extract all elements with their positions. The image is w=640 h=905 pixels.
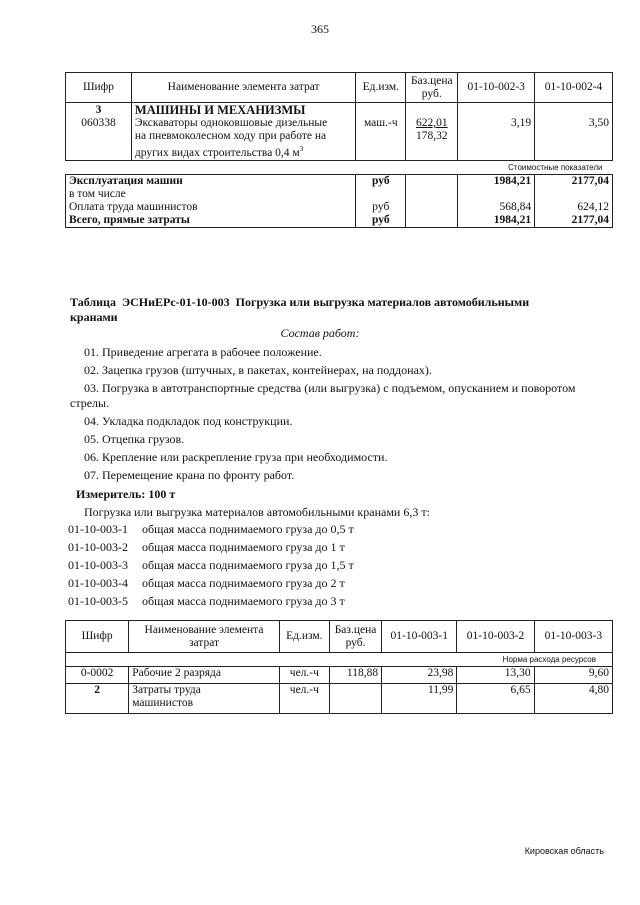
works-list (70, 345, 614, 483)
summary-name-3: Всего, прямые затраты (66, 214, 356, 228)
work-item: 05. Отцепка грузов. (84, 432, 185, 446)
col-header-v1: 01-10-003-1 (382, 621, 457, 653)
row-name-line-1: Экскаваторы одноковшовые дизельные (134, 117, 328, 129)
heading-line-2: кранами (70, 310, 118, 324)
table-heading (70, 295, 590, 325)
summary-row (66, 188, 613, 201)
summary-row (66, 174, 613, 188)
item-code: 01-10-003-5 (68, 594, 128, 608)
col-header-name: Наименование элемента затрат (131, 73, 355, 103)
summary-name-2: Оплата труда машинистов (66, 201, 356, 214)
summary-price-3 (406, 214, 458, 228)
col-header-name: Наименование элемента затрат (129, 621, 280, 653)
col-header-v2: 01-10-002-4 (535, 73, 613, 103)
row-price (329, 684, 381, 714)
row-v1: 3,19 (458, 103, 535, 161)
machines-table (65, 72, 613, 228)
row-price-1: 622,01 (415, 117, 448, 129)
list-item (68, 522, 588, 537)
row-code: 0-0002 (66, 667, 129, 684)
summary-v1-3: 1984,21 (458, 214, 535, 228)
row-name-cell (131, 103, 355, 161)
row-name-line-2: на пневмоколесном ходу при работе на (134, 130, 327, 142)
col-header-v3: 01-10-003-3 (534, 621, 612, 653)
row-v1: 23,98 (382, 667, 457, 684)
row-name-line-3: других видах строительства 0,4 м (134, 146, 300, 159)
works-title: Состав работ: (280, 326, 360, 340)
row-unit: чел.-ч (279, 667, 329, 684)
row-unit: маш.-ч (356, 103, 406, 161)
work-item: 02. Зацепка грузов (штучных, в пакетах, контейнерах, на поддонах). (84, 363, 432, 377)
section-code-text: 3 (95, 104, 102, 116)
work-item: 07. Перемещение крана по фронту работ. (84, 468, 295, 482)
item-code: 01-10-003-3 (68, 558, 128, 572)
row-v1: 11,99 (382, 684, 457, 714)
summary-row (66, 201, 613, 214)
summary-name-1: в том числе (66, 188, 356, 201)
item-code: 01-10-003-1 (68, 522, 128, 536)
row-name-sup: 3 (299, 145, 304, 153)
intro: Погрузка или выгрузка материалов автомобильными кранами 6,3 т: (84, 505, 430, 519)
footer-region: Кировская область (524, 846, 604, 856)
list-item (68, 576, 588, 591)
row-v3: 9,60 (534, 667, 612, 684)
work-item: 01. Приведение агрегата в рабочее положение. (84, 345, 322, 359)
summary-v2-2: 624,12 (535, 201, 613, 214)
col-header-price: Баз.цена руб. (406, 73, 458, 103)
list-item (68, 540, 588, 555)
table-row (66, 667, 613, 684)
summary-price-2 (406, 201, 458, 214)
summary-v1-2: 568,84 (458, 201, 535, 214)
row-price: 118,88 (329, 667, 381, 684)
work-item: 06. Крепление или раскрепление груза при необходимости. (84, 450, 388, 464)
item-text: общая масса поднимаемого груза до 1 т (142, 540, 345, 554)
row-v2: 13,30 (457, 667, 534, 684)
summary-v2-3: 2177,04 (535, 214, 613, 228)
item-text: общая масса поднимаемого груза до 0,5 т (142, 522, 354, 536)
work-item: 03. Погрузка в автотранспортные средства (или выгрузка) с подъемом, опусканием и поворотом (84, 381, 576, 395)
col-header-unit: Ед.изм. (356, 73, 406, 103)
summary-unit-3: руб (356, 214, 406, 228)
summary-v2-0: 2177,04 (535, 174, 613, 188)
col-header-v2: 01-10-003-2 (457, 621, 534, 653)
list-item (68, 594, 588, 609)
table-row (66, 684, 613, 714)
table-row (66, 103, 613, 161)
item-code: 01-10-003-4 (68, 576, 128, 590)
resources-table (65, 620, 613, 714)
row-code: 2 (66, 684, 129, 714)
item-code: 01-10-003-2 (68, 540, 128, 554)
list-item (68, 558, 588, 573)
summary-price-0 (406, 174, 458, 188)
subheader-norm: Норма расхода ресурсов (66, 653, 613, 667)
summary-price-1 (406, 188, 458, 201)
items-list (68, 522, 588, 609)
summary-row (66, 214, 613, 228)
row-unit: чел.-ч (279, 684, 329, 714)
row-v2: 3,50 (535, 103, 613, 161)
row-price-cell (406, 103, 458, 161)
heading-line-1: Таблица ЭСНиЕРс-01-10-003 Погрузка или выгрузка материалов автомобильными (70, 295, 530, 309)
summary-unit-1 (356, 188, 406, 201)
subheader-row (66, 160, 613, 174)
subheader-cost: Стоимостные показатели (66, 160, 613, 174)
col-header-code: Шифр (66, 73, 132, 103)
table-header-row (66, 621, 613, 653)
col-header-code: Шифр (66, 621, 129, 653)
table-header-row (66, 73, 613, 103)
section-title: МАШИНЫ И МЕХАНИЗМЫ (134, 103, 306, 117)
row-name: Рабочие 2 разряда (129, 667, 280, 684)
row-price-2: 178,32 (415, 130, 448, 142)
row-v2: 6,65 (457, 684, 534, 714)
item-text: общая масса поднимаемого груза до 3 т (142, 594, 345, 608)
item-text: общая масса поднимаемого груза до 1,5 т (142, 558, 354, 572)
row-name: Затраты труда машинистов (129, 684, 280, 714)
work-item: 04. Укладка подкладок под конструкции. (84, 414, 293, 428)
summary-v2-1 (535, 188, 613, 201)
col-header-v1: 01-10-002-3 (458, 73, 535, 103)
row-code: 060338 (81, 117, 116, 129)
summary-unit-2: руб (356, 201, 406, 214)
page-number: 365 (311, 22, 329, 36)
summary-name-0: Эксплуатация машин (66, 174, 356, 188)
summary-v1-0: 1984,21 (458, 174, 535, 188)
section-code (66, 103, 132, 161)
col-header-price: Баз.цена руб. (329, 621, 381, 653)
work-item: стрелы. (70, 396, 110, 410)
col-header-unit: Ед.изм. (279, 621, 329, 653)
subheader-row (66, 653, 613, 667)
measure: Измеритель: 100 т (76, 487, 176, 501)
summary-v1-1 (458, 188, 535, 201)
summary-unit-0: руб (356, 174, 406, 188)
item-text: общая масса поднимаемого груза до 2 т (142, 576, 345, 590)
row-v3: 4,80 (534, 684, 612, 714)
